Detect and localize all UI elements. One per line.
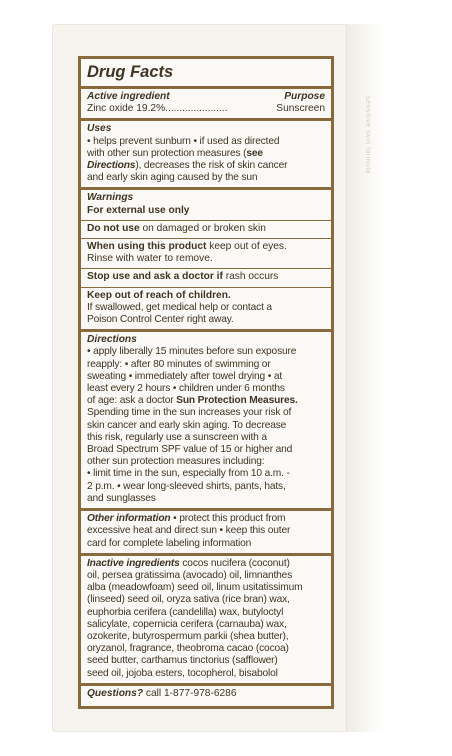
directions-heading: Directions [87, 334, 137, 346]
active-ingredient-section [81, 86, 331, 118]
directions-line: sweating • immediately after towel drying • at [87, 370, 283, 382]
active-ingredient-purpose: Sunscreen [276, 103, 325, 115]
questions-phone: call 1-877-978-6286 [143, 687, 237, 699]
stop-use-label: Stop use and ask a doctor if [87, 271, 223, 283]
other-information-text: excessive heat and direct sun • keep this outer [87, 525, 291, 537]
do-not-use-section [81, 220, 331, 238]
uses-text: with other sun protection measures ( [87, 147, 247, 159]
inactive-ingredients-text: oryzanol, fragrance, theobroma cacao (cocoa) [87, 643, 289, 655]
directions-line: skin cancer and early skin aging. To decrease [87, 419, 287, 431]
uses-line: and early skin aging caused by the sun [87, 172, 258, 184]
box-side-text: sensitive skin formula [364, 96, 371, 174]
uses-line: • helps prevent sunburn • if used as directed [87, 135, 280, 147]
when-using-section [81, 238, 331, 268]
directions-line: least every 2 hours • children under 6 months [87, 383, 285, 395]
directions-line: Broad Spectrum SPF value of 15 or higher and [87, 444, 293, 456]
inactive-ingredients-text: salicylate, copernicia cerifera (carnauba) wax, [87, 618, 287, 630]
inactive-ingredients-text: oil, persea gratissima (avocado) oil, limnanthes [87, 569, 293, 581]
inactive-ingredients-text: ozokerite, butyrospermum parkii (shea butter), [87, 630, 289, 642]
drug-facts-title: Drug Facts [87, 63, 174, 81]
uses-section [81, 118, 331, 187]
active-ingredient-name: Zinc oxide 19.2% [87, 103, 166, 115]
active-ingredient-heading: Active ingredient [87, 91, 170, 102]
external-use-warning: For external use only [87, 204, 190, 216]
inactive-ingredients-text: alba (meadowfoam) seed oil, linum usitatissimum [87, 582, 303, 594]
directions-line: reapply: • after 80 minutes of swimming or [87, 358, 271, 370]
inactive-ingredients-heading: Inactive ingredients [87, 557, 180, 569]
uses-heading: Uses [87, 123, 112, 135]
directions-line: this risk, regularly use a sunscreen with a [87, 431, 267, 443]
inactive-ingredients-section [81, 553, 331, 683]
directions-line: Spending time in the sun increases your risk of [87, 407, 292, 419]
warnings-heading: Warnings [87, 192, 134, 204]
directions-section [81, 329, 331, 508]
swallowed-text: If swallowed, get medical help or contact a [87, 301, 272, 313]
swallowed-text: Poison Control Center right away. [87, 314, 234, 326]
when-using-label: When using this product [87, 241, 207, 253]
when-using-text: keep out of eyes. [206, 241, 287, 253]
uses-text: ), decreases the risk of skin cancer [135, 160, 288, 172]
sun-protection-heading: Sun Protection Measures. [176, 395, 298, 407]
other-information-text: • protect this product from [170, 513, 286, 525]
inactive-ingredients-text: seed oil, jojoba esters, tocopherol, bisabolol [87, 667, 278, 679]
keep-out-of-reach-section [81, 287, 331, 330]
directions-line: 2 p.m. • wear long-sleeved shirts, pants, hats, [87, 480, 286, 492]
when-using-text-2: Rinse with water to remove. [87, 253, 213, 265]
inactive-ingredients-text: seed butter, carthamus tinctorius (safflower) [87, 655, 278, 667]
questions-heading: Questions? [87, 687, 144, 699]
questions-section [81, 683, 331, 703]
uses-see-emphasis: see [246, 147, 263, 159]
inactive-ingredients-text: cocos nucifera (coconut) [179, 557, 290, 569]
leader-dots: ...................... [165, 103, 228, 115]
do-not-use-label: Do not use [87, 222, 140, 234]
do-not-use-text: on damaged or broken skin [139, 222, 266, 234]
directions-line: • limit time in the sun, especially from 10 a.m. - [87, 468, 290, 480]
uses-directions-emphasis: Directions [87, 160, 136, 172]
stop-use-section [81, 268, 331, 286]
directions-text: of age: ask a doctor [87, 395, 177, 407]
keep-out-of-reach-label: Keep out of reach of children. [87, 289, 231, 301]
other-information-text: card for complete labeling information [87, 537, 252, 549]
inactive-ingredients-text: euphorbia cerifera (candelilla) wax, butyloctyl [87, 606, 284, 618]
other-information-section [81, 508, 331, 553]
purpose-heading: Purpose [284, 91, 325, 102]
uses-line [87, 160, 325, 172]
warnings-section [81, 187, 331, 219]
directions-line: and sunglasses [87, 492, 156, 504]
directions-line: other sun protection measures including: [87, 456, 265, 468]
directions-line [87, 395, 325, 407]
uses-line [87, 148, 325, 160]
drug-facts-panel [78, 56, 334, 709]
directions-line: • apply liberally 15 minutes before sun exposure [87, 346, 297, 358]
stop-use-text: rash occurs [222, 271, 279, 283]
other-information-heading: Other information [87, 513, 171, 525]
inactive-ingredients-text: (linseed) seed oil, oryza sativa (rice bran) wax, [87, 594, 290, 606]
